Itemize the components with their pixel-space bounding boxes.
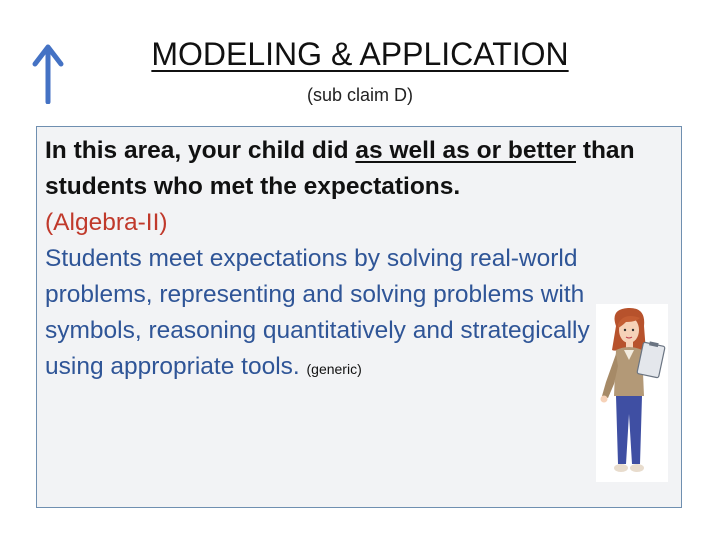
content-text [45,133,665,387]
page-title: MODELING & APPLICATION [151,36,569,72]
generic-note: (generic) [306,361,362,377]
page-subtitle: (sub claim D) [306,85,413,105]
subject-label: (Algebra-II) [45,209,168,236]
teacher-with-clipboard-icon [596,304,668,482]
lead-emphasis: as well as or better [355,137,576,164]
lead-statement [45,133,665,205]
content-box [36,126,682,508]
lead-part2: than students who met the expectations. [45,137,635,200]
up-arrow-icon [30,42,66,104]
lead-part1: In this area, your child did [45,137,356,164]
description-body: Students meet expectations by solving real-world problems, representing and solving problems with symbols, reasoning quantitatively and strategically using appropriate tools. [45,245,590,380]
description-text [45,241,645,387]
